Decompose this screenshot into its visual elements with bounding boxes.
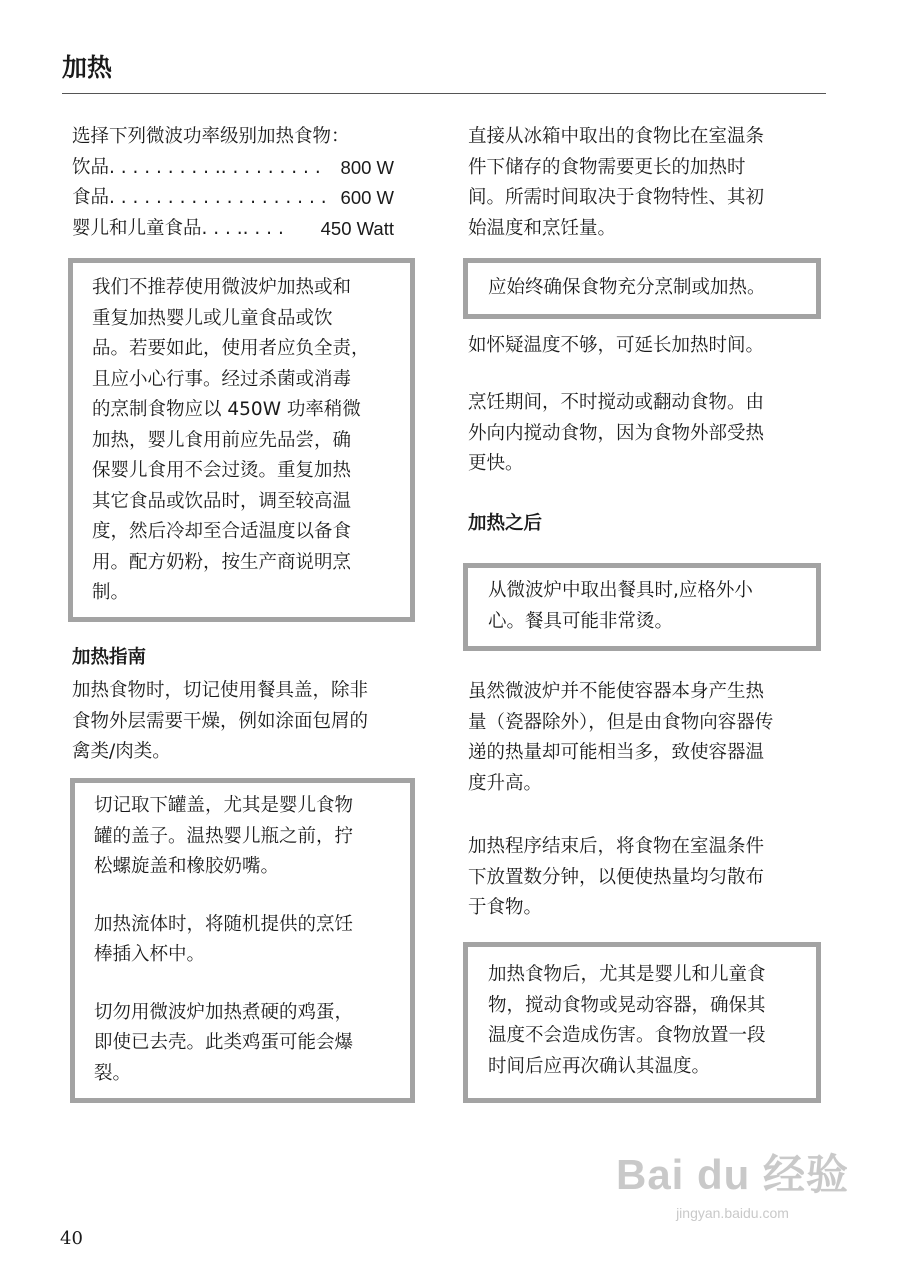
text-line: 我们不推荐使用微波炉加热或和: [92, 277, 352, 298]
text-line: 递的热量却可能相当多，致使容器温: [468, 742, 765, 763]
check-temperature-text: [488, 960, 766, 1082]
guide-heading: 加热指南: [72, 647, 147, 668]
baidu-jingyan-watermark: [616, 1150, 849, 1222]
text-line: 温度不会造成伤害。食物放置一段: [488, 1025, 766, 1046]
fridge-food-text: [468, 122, 764, 244]
text-line: 食物外层需要干燥，例如涂面包屑的: [72, 710, 369, 732]
tip-jars: [94, 791, 353, 883]
tips-text: [94, 791, 353, 1089]
title-divider: [62, 93, 826, 94]
power-label: 婴儿和儿童食品. . . .. . . .: [72, 217, 284, 239]
text-line: 件下储存的食物需要更长的加热时: [468, 156, 746, 178]
text-line: 加热，婴儿食用前应先品尝，确: [92, 429, 352, 451]
text-line: 度升高。: [468, 772, 543, 794]
power-intro: 选择下列微波功率级别加热食物：: [72, 126, 350, 147]
text-line: 于食物。: [468, 897, 543, 918]
text-line: 且应小心行事。经过杀菌或消毒: [92, 368, 352, 390]
text-line: 棒插入杯中。: [94, 944, 206, 965]
text-line: 心。餐具可能非常烫。: [488, 610, 674, 632]
text-line: 外向内搅动食物，因为食物外部受热: [468, 422, 765, 444]
text-line: 制。: [92, 582, 130, 603]
after-heading-heading: 加热之后: [468, 513, 543, 534]
hot-dishes-text: [488, 576, 753, 637]
text-line: 禽类/肉类。: [72, 741, 171, 762]
power-levels: [72, 122, 394, 244]
text-line: 加热程序结束后，将食物在室温条件: [468, 836, 765, 857]
container-heat-text: [468, 677, 773, 799]
text-line: 即使已去壳。此类鸡蛋可能会爆: [94, 1032, 354, 1053]
text-line: 物，搅动食物或晃动容器，确保其: [488, 994, 766, 1016]
cook-thoroughly-text: [488, 273, 766, 304]
power-label: 饮品. . . . . . . . . .. . . . . . . . .: [72, 156, 321, 178]
power-row-baby: [72, 214, 394, 245]
text-line: 度，然后冷却至合适温度以备食: [92, 521, 352, 542]
text-line: 从微波炉中取出餐具时,应格外小: [488, 580, 753, 601]
text-line: 烹饪期间，不时搅动或翻动食物。由: [468, 392, 765, 413]
standing-time-text: [468, 832, 764, 924]
power-value: 450 Watt: [320, 217, 394, 239]
tips-box: [70, 778, 415, 1103]
warning-text: [92, 273, 370, 609]
text-line: 罐的盖子。温热婴儿瓶之前，拧: [94, 825, 354, 847]
text-line: 虽然微波炉并不能使容器本身产生热: [468, 681, 765, 702]
guide-text: [72, 676, 368, 768]
power-label: 食品. . . . . . . . . . . . . . . . . . .: [72, 187, 327, 208]
text-line: 时间后应再次确认其温度。: [488, 1055, 711, 1077]
text-line: 始温度和烹饪量。: [468, 217, 617, 239]
page-title: 加热: [62, 53, 113, 82]
power-row-food: [72, 183, 394, 214]
tip-liquids: [94, 910, 353, 971]
text-line: 裂。: [94, 1062, 132, 1084]
power-row-drinks: [72, 153, 394, 184]
text-line: 量（瓷器除外），但是由食物向容器传: [468, 711, 774, 733]
text-line: 的烹制食物应以 450W 功率稍微: [92, 399, 361, 420]
text-line: 如怀疑温度不够，可延长加热时间。: [468, 335, 765, 356]
text-line: 重复加热婴儿或儿童食品或饮: [92, 307, 333, 329]
watermark-logo: Bai du 经验: [615, 1151, 849, 1198]
tip-eggs: [94, 998, 353, 1090]
text-line: 下放置数分钟，以便使热量均匀散布: [468, 866, 765, 888]
text-line: 加热食物后，尤其是婴儿和儿童食: [488, 964, 766, 985]
cook-thoroughly-box: [463, 258, 821, 319]
text-line: 切记取下罐盖，尤其是婴儿食物: [94, 795, 354, 816]
power-value: 600 W: [340, 187, 394, 208]
text-line: 应始终确保食物充分烹制或加热。: [488, 277, 766, 298]
text-line: 用。配方奶粉，按生产商说明烹: [92, 551, 352, 573]
text-line: 其它食品或饮品时，调至较高温: [92, 490, 352, 512]
power-value: 800 W: [340, 156, 394, 178]
text-line: 间。所需时间取决于食物特性、其初: [468, 187, 765, 208]
text-line: 更快。: [468, 453, 524, 474]
text-line: 加热食物时，切记使用餐具盖，除非: [72, 680, 369, 701]
text-line: 保婴儿食用不会过烫。重复加热: [92, 460, 352, 481]
watermark-url: jingyan.baidu.com: [676, 1205, 789, 1221]
text-line: 松螺旋盖和橡胶奶嘴。: [94, 856, 280, 877]
text-line: 加热流体时，将随机提供的烹饪: [94, 913, 354, 935]
text-line: 品。若要如此，使用者应负全责，: [92, 338, 370, 359]
check-temperature-box: [463, 942, 821, 1103]
stir-text: [468, 388, 764, 480]
text-line: 直接从冰箱中取出的食物比在室温条: [468, 126, 765, 147]
doubt-text: [468, 331, 764, 362]
page-number: 40: [60, 1228, 83, 1249]
text-line: 切勿用微波炉加热煮硬的鸡蛋，: [94, 1001, 354, 1023]
hot-dishes-box: [463, 563, 821, 651]
warning-box-baby-food: [68, 258, 415, 622]
